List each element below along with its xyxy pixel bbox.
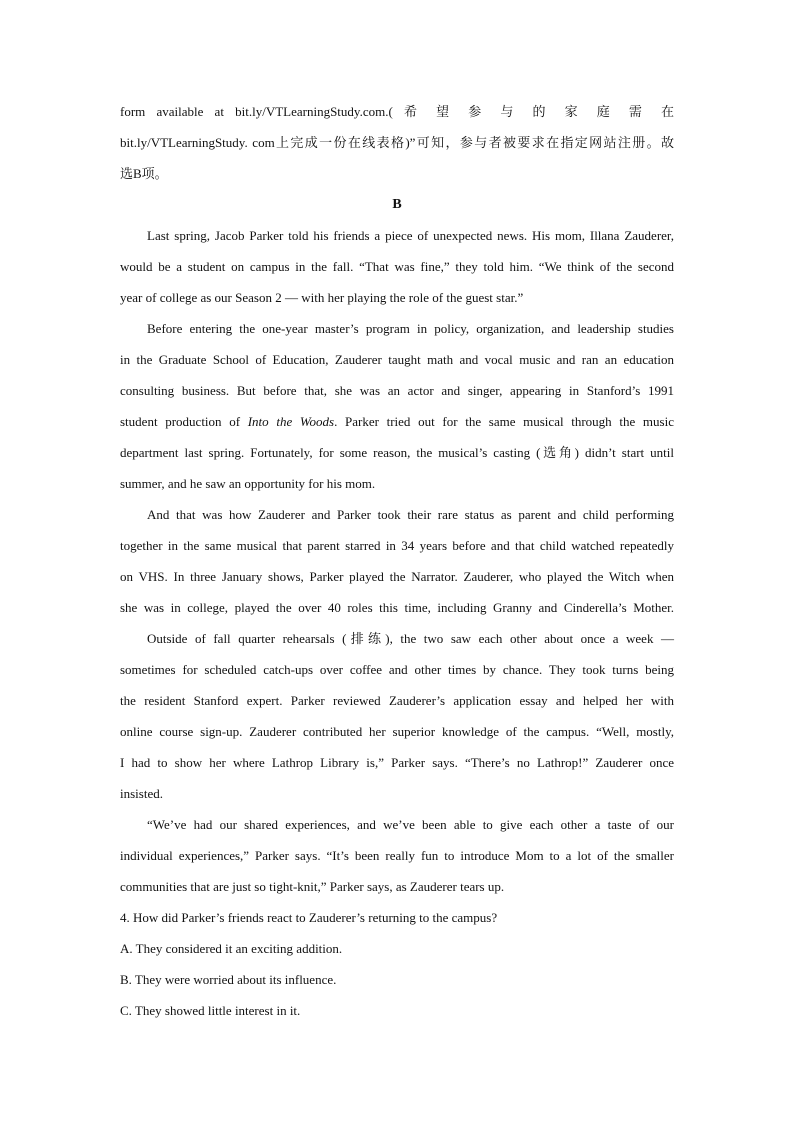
- text-line: on VHS. In three January shows, Parker played the Narrator. Zauderer, who played the Witch when: [120, 569, 674, 584]
- page-content: [120, 96, 674, 1026]
- paragraph-2: [120, 313, 674, 499]
- paragraph-4: [120, 623, 674, 809]
- answer-option: B. They were worried about its influence.: [120, 972, 337, 987]
- text-line: Before entering the one-year master’s program in policy, organization, and leadership studies: [147, 321, 674, 336]
- question-stem: 4. How did Parker’s friends react to Zauderer’s returning to the campus?: [120, 910, 498, 925]
- answer-option: A. They considered it an exciting addition.: [120, 941, 343, 956]
- text-line: individual experiences,” Parker says. “It’s been really fun to introduce Mom to a lot of the smaller: [120, 848, 674, 863]
- text-segment: . Parker tried out for the same musical through the music: [334, 414, 674, 429]
- paragraph-5: [120, 809, 674, 902]
- text-segment: student production of: [120, 414, 248, 429]
- explanation-line: bit.ly/VTLearningStudy. com上完成一份在线表格)”可知，参与者被要求在指定网站注册。故: [120, 135, 674, 150]
- text-line: year of college as our Season 2 — with her playing the role of the guest star.”: [120, 290, 524, 305]
- text-line: online course sign-up. Zauderer contributed her superior knowledge of the campus. “Well, mostly,: [120, 724, 674, 739]
- answer-option: C. They showed little interest in it.: [120, 1003, 301, 1018]
- paragraph-3: [120, 499, 674, 623]
- paragraph-1: [120, 220, 674, 313]
- text-line: sometimes for scheduled catch-ups over coffee and other times by chance. They took turns being: [120, 662, 674, 677]
- text-line: consulting business. But before that, she was an actor and singer, appearing in Stanford’s 1991: [120, 383, 674, 398]
- text-line: would be a student on campus in the fall. “That was fine,” they told him. “We think of the second: [120, 259, 674, 274]
- text-line: summer, and he saw an opportunity for his mom.: [120, 476, 376, 491]
- text-line: Outside of fall quarter rehearsals (排练), the two saw each other about once a week —: [147, 631, 674, 646]
- musical-title: Into the Woods: [247, 414, 335, 429]
- text-line: Last spring, Jacob Parker told his friends a piece of unexpected news. His mom, Illana Zauderer,: [147, 228, 674, 243]
- explanation-line: 选B项。: [120, 166, 168, 181]
- text-line: “We’ve had our shared experiences, and we’ve been able to give each other a taste of our: [147, 817, 674, 832]
- text-line: insisted.: [120, 786, 163, 801]
- text-line: [120, 406, 674, 437]
- text-line: I had to show her where Lathrop Library is,” Parker says. “There’s no Lathrop!” Zauderer once: [120, 755, 674, 770]
- text-line: she was in college, played the over 40 roles this time, including Granny and Cinderella’s Mother.: [120, 600, 674, 615]
- text-line: together in the same musical that parent starred in 34 years before and that child watched repeatedly: [120, 538, 674, 553]
- text-line: in the Graduate School of Education, Zauderer taught math and vocal music and ran an education: [120, 352, 674, 367]
- text-line: And that was how Zauderer and Parker took their rare status as parent and child performing: [147, 507, 674, 522]
- explanation-line: form available at bit.ly/VTLearningStudy.com.( 希 望 参 与 的 家 庭 需 在: [120, 104, 674, 119]
- text-line: department last spring. Fortunately, for some reason, the musical’s casting (选角) didn’t start until: [120, 445, 674, 460]
- text-line: communities that are just so tight-knit,” Parker says, as Zauderer tears up.: [120, 879, 505, 894]
- section-heading: B: [392, 197, 402, 212]
- text-line: the resident Stanford expert. Parker reviewed Zauderer’s application essay and helped her with: [120, 693, 674, 708]
- question-block: [120, 902, 674, 1026]
